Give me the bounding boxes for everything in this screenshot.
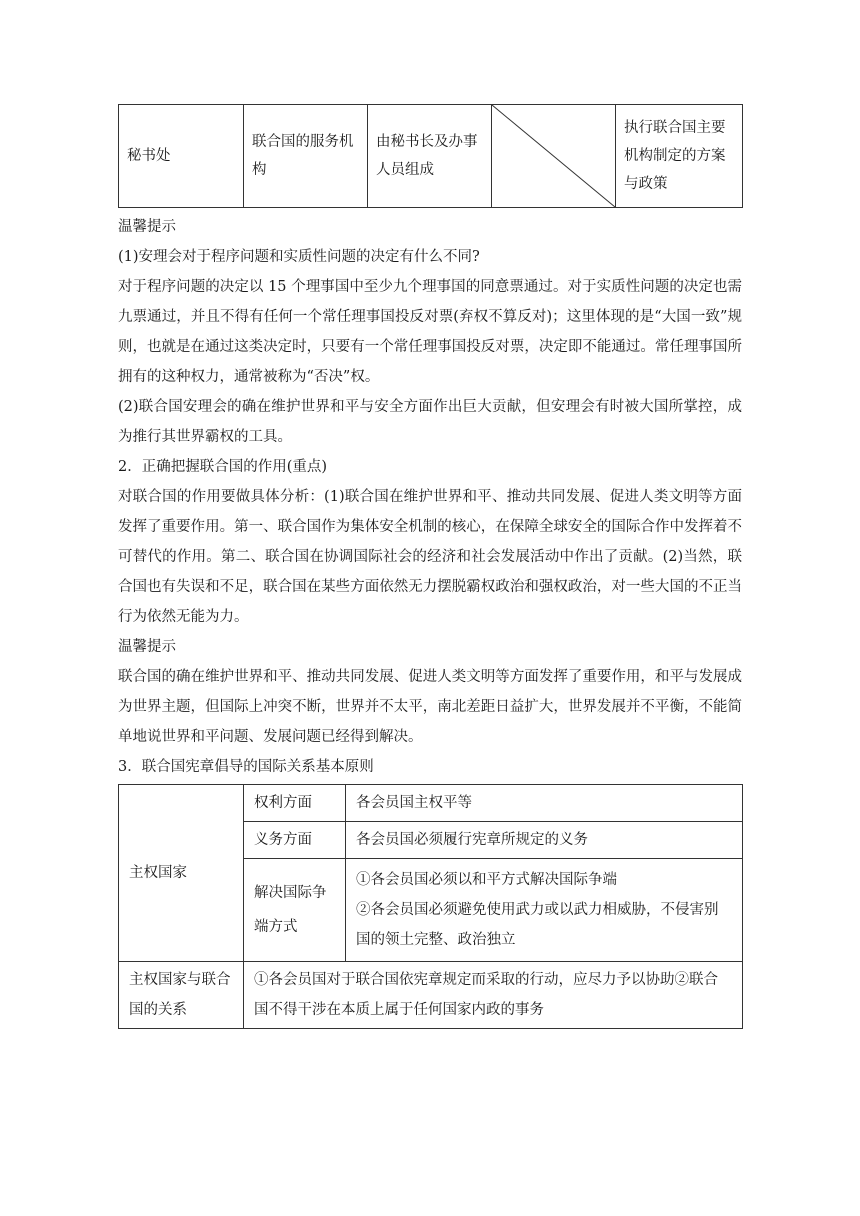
organ-name-cell: 秘书处 xyxy=(119,105,244,208)
organ-nature-cell: 联合国的服务机构 xyxy=(244,105,368,208)
tip-heading-2: 温馨提示 xyxy=(118,639,176,655)
table-row xyxy=(119,962,743,1029)
tip-2-body: 联合国的确在维护世界和平、推动共同发展、促进人类文明等方面发挥了重要作用，和平与发展成为世界主题，但国际上冲突不断，世界并不太平，南北差距日益扩大，世界发展并不平衡，不能简单地说世界和平问题、发展问题已经得到解决。 xyxy=(118,669,742,745)
document-page xyxy=(118,104,742,1029)
section-3-heading: 3．联合国宪章倡导的国际关系基本原则 xyxy=(118,759,374,775)
section-2-body: 对联合国的作用要做具体分析：(1)联合国在维护世界和平、推动共同发展、促进人类文明等方面发挥了重要作用。第一、联合国作为集体安全机制的核心，在保障全球安全的国际合作中发挥着不可替代的作用。第二、联合国在协调国际社会的经济和社会发展活动中作出了贡献。(2)当然，联合国也有失误和不足，联合国在某些方面依然无力摆脱霸权政治和强权政治，对一些大国的不正当行为依然无能为力。 xyxy=(118,489,742,625)
table-row xyxy=(119,785,743,822)
section-2-heading: 2．正确把握联合国的作用(重点) xyxy=(118,459,328,475)
tip-answer-1: 对于程序问题的决定以 15 个理事国中至少九个理事国的同意票通过。对于实质性问题的决定也需九票通过，并且不得有任何一个常任理事国投反对票(弃权不算反对)；这里体现的是“大国一致”规则，也就是在通过这类决定时，只要有一个常任理事国投反对票，决定即不能通过。常任理事国所拥有的这种权力，通常被称为“否决”权。 xyxy=(118,279,742,385)
empty-diagonal-cell xyxy=(492,105,616,208)
duty-value-cell: 各会员国必须履行宪章所规定的义务 xyxy=(346,822,743,859)
principles-table xyxy=(118,784,743,1029)
secretariat-table xyxy=(118,104,743,208)
tip-heading: 温馨提示 xyxy=(118,219,176,235)
tip-question-2: (2)联合国安理会的确在维护世界和平与安全方面作出巨大贡献，但安理会有时被大国所掌控，成为推行其世界霸权的工具。 xyxy=(118,399,742,445)
duty-label-cell: 义务方面 xyxy=(244,822,346,859)
organ-composition-cell: 由秘书长及办事人员组成 xyxy=(368,105,492,208)
dispute-item-2: ②各会员国必须避免使用武力或以武力相威胁，不侵害别国的领土完整、政治独立 xyxy=(356,902,719,948)
rights-label-cell: 权利方面 xyxy=(244,785,346,822)
organ-function-cell: 执行联合国主要机构制定的方案与政策 xyxy=(616,105,743,208)
dispute-value-cell xyxy=(346,859,743,962)
relation-value-cell: ①各会员国对于联合国依宪章规定而采取的行动，应尽力予以协助②联合国不得干涉在本质上属于任何国家内政的事务 xyxy=(244,962,743,1029)
dispute-label-cell: 解决国际争端方式 xyxy=(244,859,346,962)
dispute-item-1: ①各会员国必须以和平方式解决国际争端 xyxy=(356,872,617,888)
rights-value-cell: 各会员国主权平等 xyxy=(346,785,743,822)
diagonal-line xyxy=(492,105,615,207)
table-row xyxy=(119,105,743,208)
sovereign-state-cell: 主权国家 xyxy=(119,785,244,962)
relation-label-cell: 主权国家与联合国的关系 xyxy=(119,962,244,1029)
tip-question-1: (1)安理会对于程序问题和实质性问题的决定有什么不同? xyxy=(118,249,480,265)
